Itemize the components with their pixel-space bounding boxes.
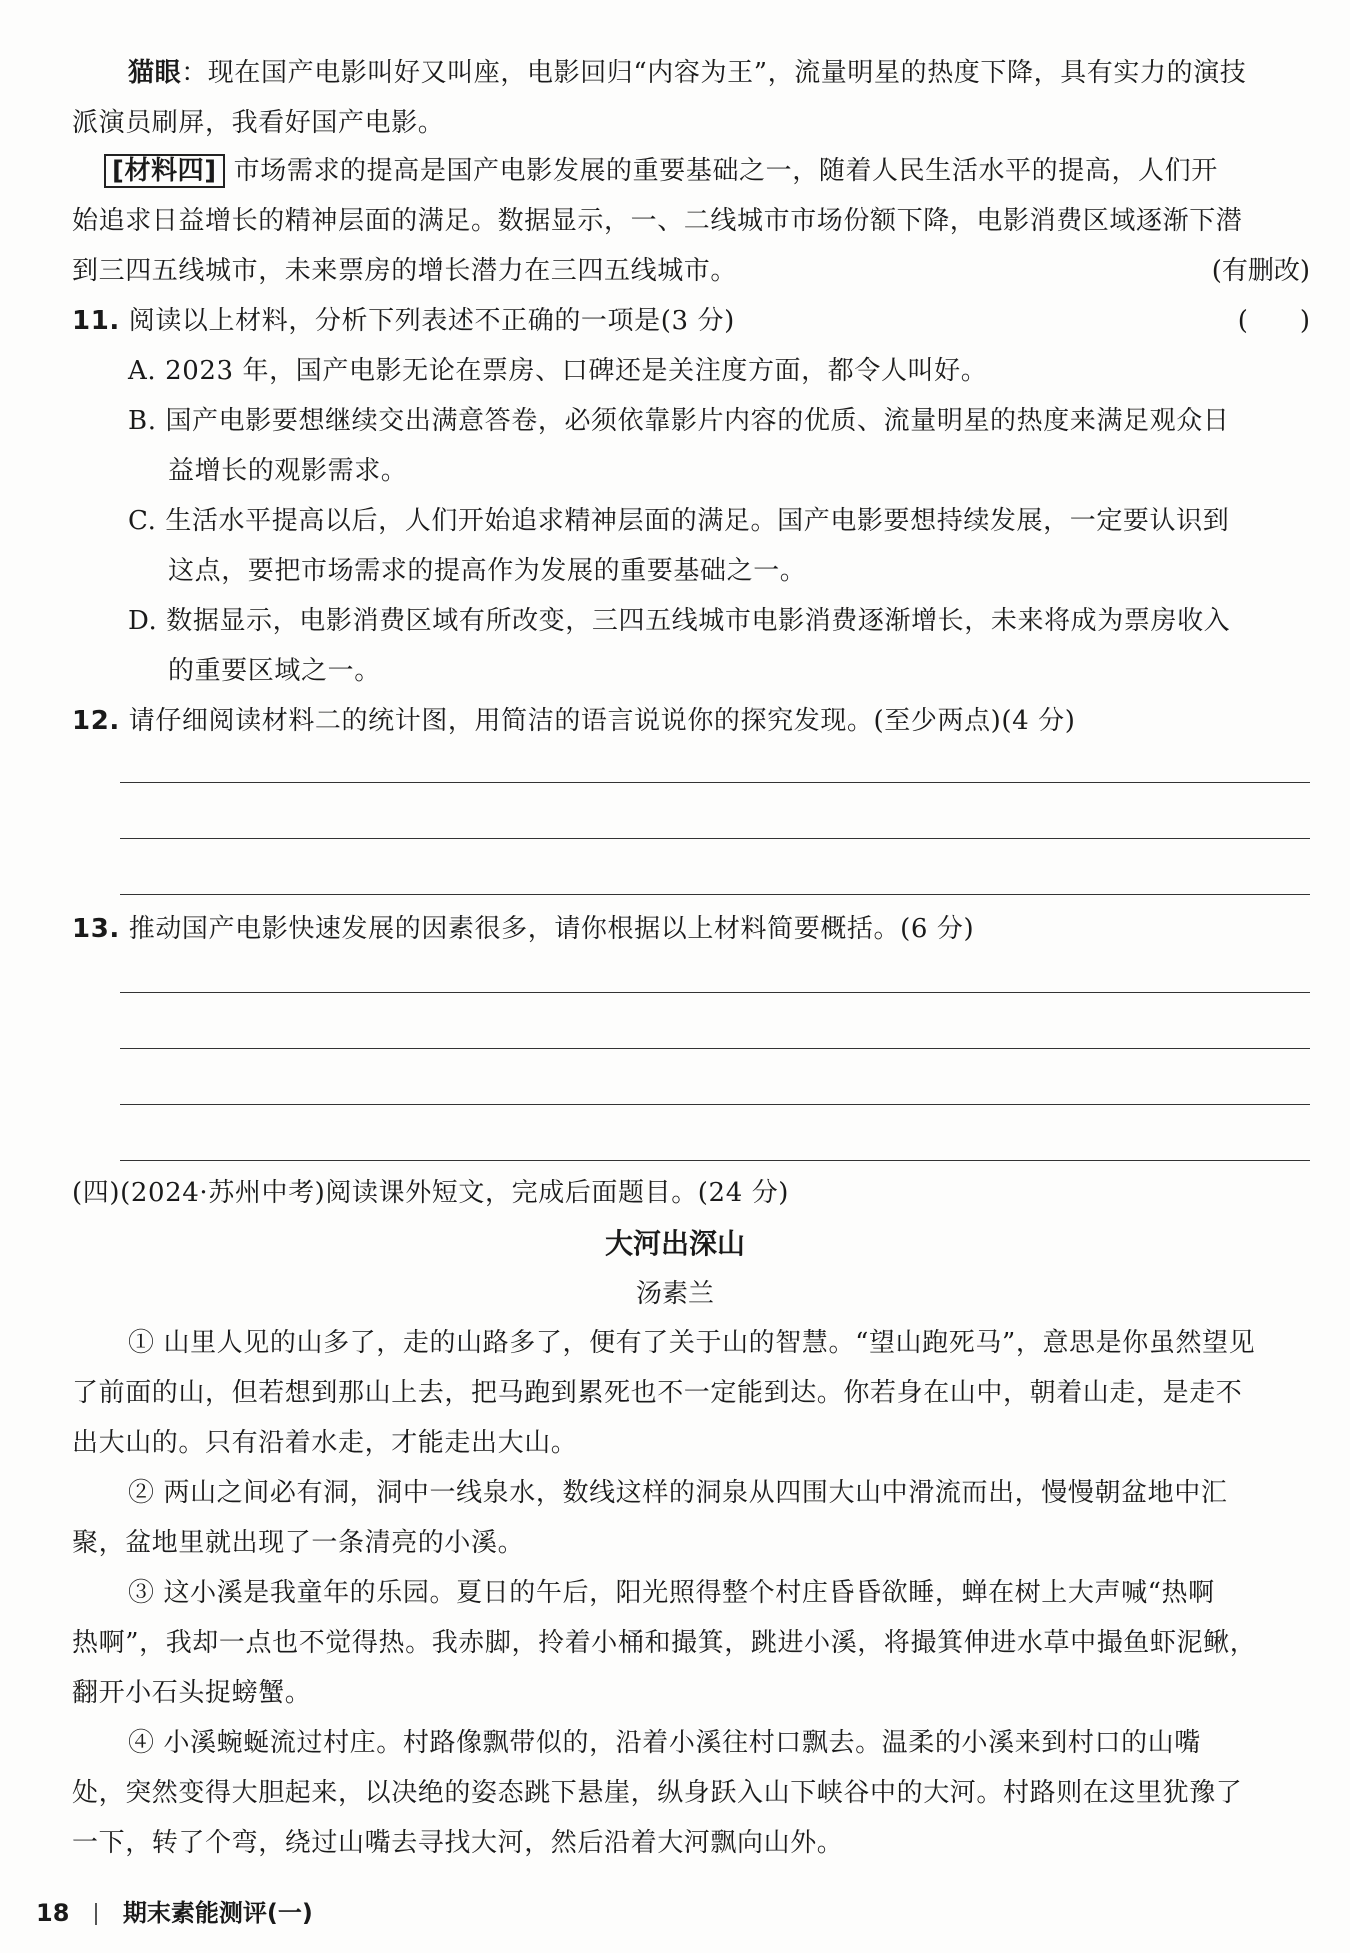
page-footer [36,1898,313,1928]
material4-line-3: 到三四五线城市，未来票房的增长潜力在三四五线城市。 [72,256,738,286]
question-11-text: 阅读以上材料，分析下列表述不正确的一项是(3 分) [128,306,735,336]
paragraph-4-line-1: ④ 小溪蜿蜒流过村庄。村路像飘带似的，沿着小溪往村口飘去。温柔的小溪来到村口的山嘴 [128,1728,1201,1758]
q13-answer-line-1[interactable] [120,992,1310,993]
question-11 [72,304,1310,338]
option-b-text-2: 益增长的观影需求。 [168,456,408,486]
question-12-text: 请仔细阅读材料二的统计图，用简洁的语言说说你的探究发现。(至少两点)(4 分) [128,706,1076,736]
paragraph-1-line-2: 了前面的山，但若想到那山上去，把马跑到累死也不一定能到达。你若身在山中，朝着山走，是走不 [72,1378,1243,1408]
option-b[interactable] [128,404,1310,438]
question-11-number: 11. [72,306,120,336]
page-number: 18 [36,1899,70,1927]
option-b-text-1: 国产电影要想继续交出满意答卷，必须依靠影片内容的优质、流量明星的热度来满足观众日 [165,406,1230,436]
option-d-text-1: 数据显示，电影消费区域有所改变，三四五线城市电影消费逐渐增长，未来将成为票房收入 [166,606,1231,636]
paragraph-1-line-3: 出大山的。只有沿着水走，才能走出大山。 [72,1428,578,1458]
paragraph-2-line-1: ② 两山之间必有洞，洞中一线泉水，数线这样的洞泉从四围大山中滑流而出，慢慢朝盆地中汇 [128,1478,1228,1508]
q12-answer-line-1[interactable] [120,782,1310,783]
material4-line-1 [104,154,1310,188]
question-13-text: 推动国产电影快速发展的因素很多，请你根据以上材料简要概括。(6 分) [128,914,975,944]
material4-line-2: 始追求日益增长的精神层面的满足。数据显示，一、二线城市市场份额下降，电影消费区域逐渐下潜 [72,206,1243,236]
option-d[interactable] [128,604,1310,638]
question-12-number: 12. [72,706,120,736]
option-c-letter: C. [128,506,157,536]
article-title: 大河出深山 [604,1227,745,1260]
q13-answer-line-2[interactable] [120,1048,1310,1049]
option-b-letter: B. [128,406,157,436]
option-a-text: 2023 年，国产电影无论在票房、口碑还是关注度方面，都令人叫好。 [165,356,988,386]
paragraph-3-line-2: 热啊”，我却一点也不觉得热。我赤脚，拎着小桶和撮箕，跳进小溪，将撮箕伸进水草中撮鱼虾泥鳅， [72,1628,1257,1658]
q13-answer-line-4[interactable] [120,1160,1310,1161]
q12-answer-line-2[interactable] [120,838,1310,839]
paragraph-4-line-2: 处，突然变得大胆起来，以决绝的姿态跳下悬崖，纵身跃入山下峡谷中的大河。村路则在这里犹豫了 [72,1778,1243,1808]
article-author: 汤素兰 [635,1279,714,1309]
q12-answer-line-3[interactable] [120,894,1310,895]
option-c-text-1: 生活水平提高以后，人们开始追求精神层面的满足。国产电影要想持续发展，一定要认识到 [165,506,1230,536]
question-11-answer-bracket[interactable]: ( ) [1237,306,1310,336]
option-c[interactable] [128,504,1310,538]
footer-title: 期末素能测评(一) [122,1899,313,1927]
paragraph-3-line-3: 翻开小石头捉螃蟹。 [72,1678,312,1708]
question-13-number: 13. [72,914,120,944]
question-13 [72,912,1310,946]
paragraph-3-line-1: ③ 这小溪是我童年的乐园。夏日的午后，阳光照得整个村庄昏昏欲睡，蝉在树上大声喊“热啊 [128,1578,1215,1608]
option-d-text-2: 的重要区域之一。 [168,656,381,686]
footer-divider [95,1903,97,1925]
question-12 [72,704,1310,738]
section-4-heading: (四)(2024·苏州中考)阅读课外短文，完成后面题目。(24 分) [72,1178,790,1208]
speaker-label: 猫眼 [128,58,182,88]
q13-answer-line-3[interactable] [120,1104,1310,1105]
continuation-line-1 [128,56,1310,90]
option-a-letter: A. [128,356,157,386]
paragraph-1-line-1: ① 山里人见的山多了，走的山路多了，便有了关于山的智慧。“望山跑死马”，意思是你虽然望见 [128,1328,1256,1358]
material4-tag: [材料四] [104,154,225,188]
option-c-text-2: 这点，要把市场需求的提高作为发展的重要基础之一。 [168,556,807,586]
continuation-text-1: ：现在国产电影叫好又叫座，电影回归“内容为王”，流量明星的热度下降，具有实力的演技 [181,58,1247,88]
material4-text-1: 市场需求的提高是国产电影发展的重要基础之一，随着人民生活水平的提高，人们开 [233,156,1218,186]
material4-source: (有删改) [1211,256,1310,286]
paragraph-2-line-2: 聚，盆地里就出现了一条清亮的小溪。 [72,1528,525,1558]
paragraph-4-line-3: 一下，转了个弯，绕过山嘴去寻找大河，然后沿着大河飘向山外。 [72,1828,844,1858]
option-d-letter: D. [128,606,158,636]
continuation-line-2: 派演员刷屏，我看好国产电影。 [72,108,445,138]
option-a[interactable] [128,354,1310,388]
